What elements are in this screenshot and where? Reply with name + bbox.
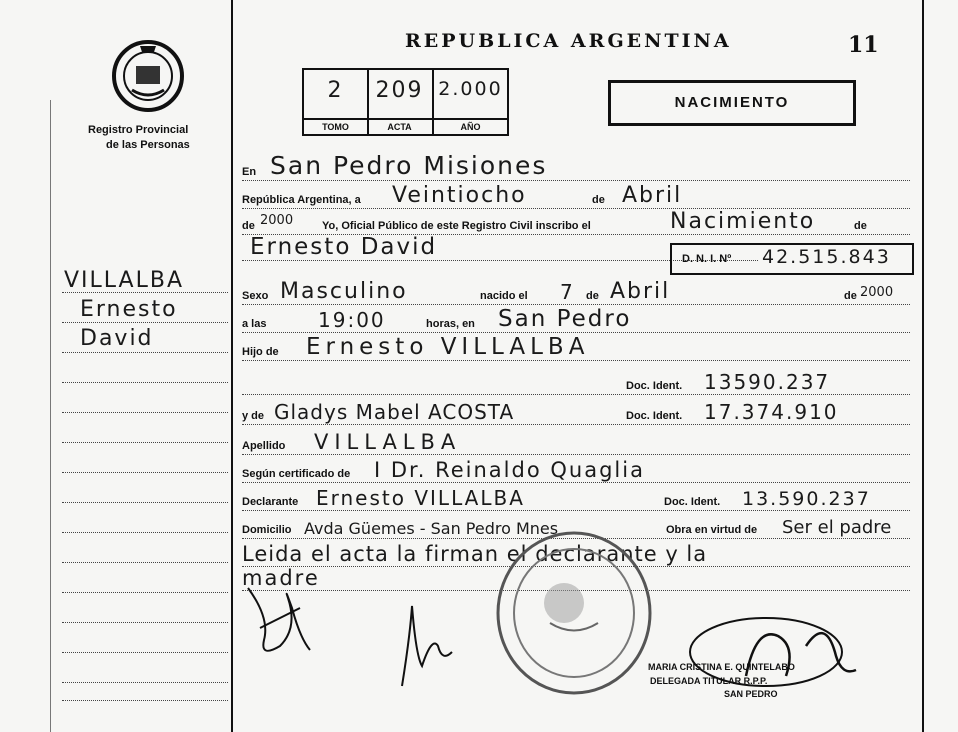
month-value: Abril (622, 183, 683, 208)
act-type-value: Nacimiento (670, 209, 816, 234)
father-doc-value: 13590.237 (704, 370, 831, 394)
de-label-year: de (242, 220, 255, 232)
registry-name-line2: de las Personas (106, 139, 190, 151)
de-label: de (592, 194, 605, 206)
line-date (242, 183, 910, 209)
sidebar-rule (62, 412, 228, 413)
segun-label: Según certificado de (242, 468, 351, 480)
line-father (242, 334, 910, 361)
obra-value: Ser el padre (782, 517, 892, 538)
registry-name-line1: Registro Provincial (88, 124, 189, 136)
certificate-value: I Dr. Reinaldo Quaglia (374, 458, 645, 482)
right-divider-line (922, 0, 924, 732)
sidebar-rule (62, 352, 228, 353)
sidebar-rule (62, 502, 228, 503)
domicilio-value: Avda Güemes - San Pedro Mnes (304, 519, 559, 538)
place-value: San Pedro Misiones (270, 151, 548, 180)
official-office: SAN PEDRO (724, 689, 778, 699)
sidebar-rule (62, 652, 228, 653)
provincial-seal-logo (110, 38, 186, 114)
birth-month-value: Abril (610, 279, 671, 304)
apellido-label: Apellido (242, 440, 286, 452)
line-certificate (242, 460, 910, 483)
apellido-value: VILLALBA (314, 430, 462, 454)
page-number: 11 (848, 32, 879, 58)
domicilio-label: Domicilio (242, 524, 292, 536)
tomo-cell (304, 70, 369, 134)
doc-label-3: Doc. Ident. (664, 496, 721, 508)
sidebar-rule (62, 682, 228, 683)
sidebar-rule (62, 700, 228, 701)
sidebar-rule (62, 292, 228, 293)
dni-box (670, 243, 914, 275)
sexo-label: Sexo (242, 290, 269, 302)
tomo-value: 2 (327, 78, 344, 103)
a-las-label: a las (242, 318, 267, 330)
de-label-2: de (854, 220, 867, 232)
sidebar-rule (62, 592, 228, 593)
birth-time-value: 19:00 (318, 308, 386, 332)
center-divider-line (231, 0, 233, 732)
obra-label: Obra en virtud de (666, 524, 758, 536)
doc-label: Doc. Ident. (626, 380, 683, 392)
mother-name-value: Gladys Mabel ACOSTA (274, 400, 515, 424)
sidebar-rule (62, 382, 228, 383)
ano-value: 2.000 (438, 78, 503, 100)
republica-label: República Argentina, a (242, 194, 361, 206)
tomo-label: TOMO (304, 118, 367, 134)
declarante-label: Declarante (242, 496, 299, 508)
closing-line-1: Leida el acta la firman el declarante y la (242, 542, 708, 566)
record-type-box (608, 80, 856, 126)
de-label-4: de (844, 290, 857, 302)
hijo-label: Hijo de (242, 346, 279, 358)
sidebar-rule (62, 322, 228, 323)
line-father-doc (242, 372, 910, 395)
sidebar-rule (62, 532, 228, 533)
official-seal-stamp (494, 528, 654, 698)
line-act (242, 209, 910, 235)
acta-cell (367, 70, 434, 134)
day-words-value: Veintiocho (392, 183, 527, 208)
line-place (242, 151, 910, 181)
y-de-label: y de (242, 410, 265, 422)
acta-value: 209 (375, 78, 424, 103)
sidebar-rule (62, 472, 228, 473)
nacido-label: nacido el (480, 290, 528, 302)
line-sex-birth (242, 279, 910, 305)
birth-day-value: 7 (560, 280, 575, 304)
declarant-doc-value: 13.590.237 (742, 488, 871, 510)
closing-line-2: madre (242, 566, 320, 590)
mother-doc-value: 17.374.910 (704, 400, 839, 424)
child-name-value: Ernesto David (250, 234, 438, 260)
line-apellido (242, 432, 910, 455)
dni-value: 42.515.843 (762, 246, 891, 268)
doc-label-2: Doc. Ident. (626, 410, 683, 422)
father-name-value: Ernesto VILLALBA (306, 334, 590, 360)
sidebar-surname: VILLALBA (64, 268, 185, 293)
yo-label: Yo, Oficial Público de este Registro Civil inscribo el (322, 220, 591, 232)
sidebar-given-name-2: David (80, 326, 154, 351)
left-margin-line (50, 100, 51, 732)
declarant-signature (240, 578, 320, 668)
declarant-name-value: Ernesto VILLALBA (316, 486, 525, 510)
sidebar-rule (62, 562, 228, 563)
line-mother (242, 402, 910, 425)
acta-label: ACTA (367, 118, 432, 134)
en-label: En (242, 166, 257, 178)
record-type-label: NACIMIENTO (674, 94, 790, 111)
sidebar-rule (62, 622, 228, 623)
line-declarant (242, 488, 910, 511)
sidebar-given-name-1: Ernesto (80, 297, 178, 322)
official-name: MARIA CRISTINA E. QUINTELABO (648, 662, 795, 672)
official-title: DELEGADA TITULAR R.P.P. (650, 676, 768, 686)
birth-year-value: 2000 (860, 285, 894, 300)
year-short-value: 2000 (260, 213, 294, 228)
de-label-3: de (586, 290, 599, 302)
ano-label: AÑO (434, 118, 507, 134)
dni-label: D. N. I. Nº (682, 253, 732, 265)
republic-title: REPUBLICA ARGENTINA (405, 30, 732, 52)
sidebar-rule (62, 442, 228, 443)
horas-label: horas, en (426, 318, 475, 330)
birth-place-value: San Pedro (498, 306, 632, 332)
ano-cell (434, 70, 507, 134)
sexo-value: Masculino (280, 279, 408, 304)
line-time-place (242, 306, 910, 333)
record-number-box (302, 68, 509, 136)
mother-signature (392, 596, 462, 696)
